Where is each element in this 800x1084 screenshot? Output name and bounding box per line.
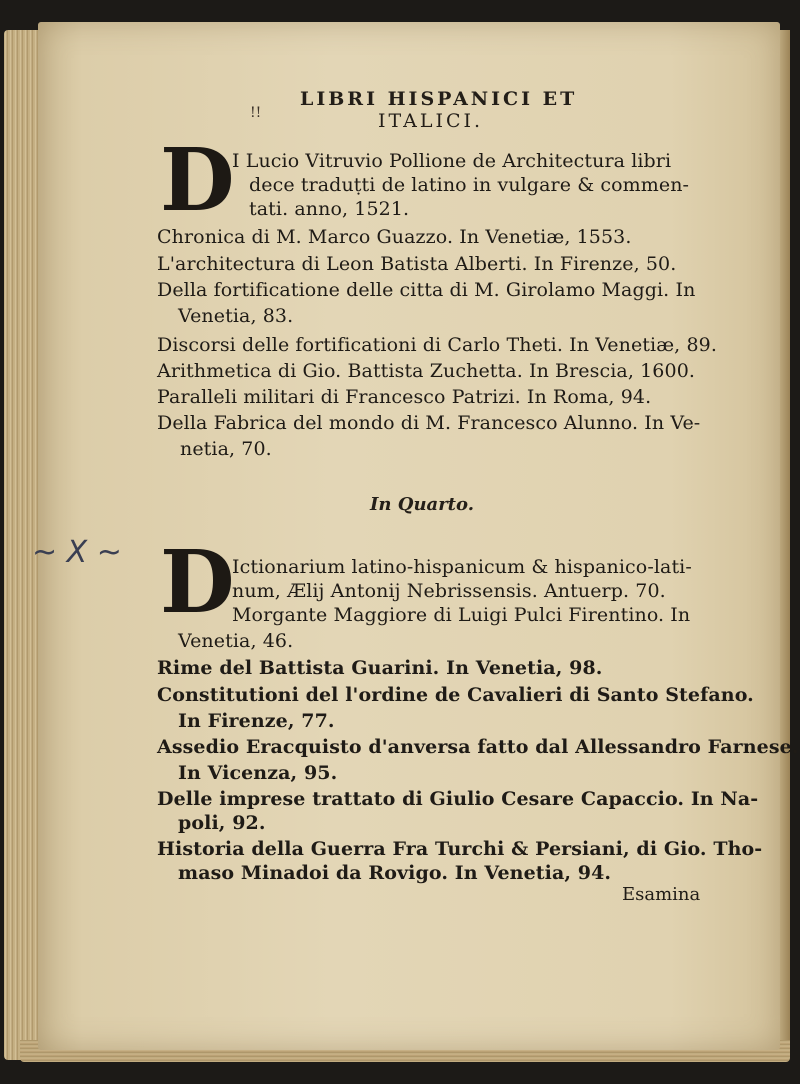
entry-line: In Vicenza, 95. — [178, 762, 338, 784]
entry-line: Assedio Eracquisto d'anversa fatto dal Allessandro Farnese. — [157, 736, 799, 758]
entry-line: Venetia, 46. — [178, 630, 294, 652]
entry-line: Constitutioni del l'ordine de Cavalieri di Santo Stefano. — [157, 684, 754, 706]
entry-line: Chronica di M. Marco Guazzo. In Venetiæ, 1553. — [157, 226, 632, 248]
entry-line: poli, 92. — [178, 812, 266, 834]
entry-line: Venetia, 83. — [178, 305, 294, 327]
entry-line: num, Ælij Antonij Nebrissensis. Antuerp. 70. — [232, 580, 666, 602]
entry-line: Paralleli militari di Francesco Patrizi. In Roma, 94. — [157, 386, 652, 408]
section-title: In Quarto. — [370, 494, 474, 515]
page-heading-line2: ITALICI. — [378, 110, 484, 132]
heading-mark: !! — [250, 105, 262, 121]
dropcap-section2: D — [160, 532, 235, 633]
dropcap-section1: D — [160, 130, 235, 231]
entry-line: Della Fabrica del mondo di M. Francesco Alunno. In Ve- — [157, 412, 701, 434]
entry-line: Delle imprese trattato di Giulio Cesare Capaccio. In Na- — [157, 788, 759, 810]
entry-line: Morgante Maggiore di Luigi Pulci Firentino. In — [232, 604, 691, 626]
entry-line: Discorsi delle fortificationi di Carlo Theti. In Venetiæ, 89. — [157, 334, 717, 356]
entry-line: Historia della Guerra Fra Turchi & Persiani, di Gio. Tho- — [157, 838, 763, 860]
entry-line: netia, 70. — [180, 438, 272, 460]
entry-line: Della fortificatione delle citta di M. Girolamo Maggi. In — [157, 279, 696, 301]
entry-line: dece traduṭti de latino in vulgare & commen- — [249, 174, 690, 196]
entry-line: In Firenze, 77. — [178, 710, 335, 732]
entry-line: maso Minadoi da Rovigo. In Venetia, 94. — [178, 862, 612, 884]
entry-line: L'architectura di Leon Batista Alberti. In Firenze, 50. — [157, 253, 677, 275]
catchword: Esamina — [622, 884, 701, 905]
entry-line: I Lucio Vitruvio Pollione de Architectura libri — [232, 150, 672, 172]
entry-line: Rime del Battista Guarini. In Venetia, 98. — [157, 657, 603, 679]
entry-line: Ictionarium latino-hispanicum & hispanico-lati- — [232, 556, 692, 578]
entry-line: Arithmetica di Gio. Battista Zuchetta. In Brescia, 1600. — [157, 360, 696, 382]
margin-annotation: ~ X ~ — [32, 535, 122, 570]
entry-line: tati. anno, 1521. — [249, 198, 410, 220]
page-heading: LIBRI HISPANICI ET — [300, 88, 578, 110]
